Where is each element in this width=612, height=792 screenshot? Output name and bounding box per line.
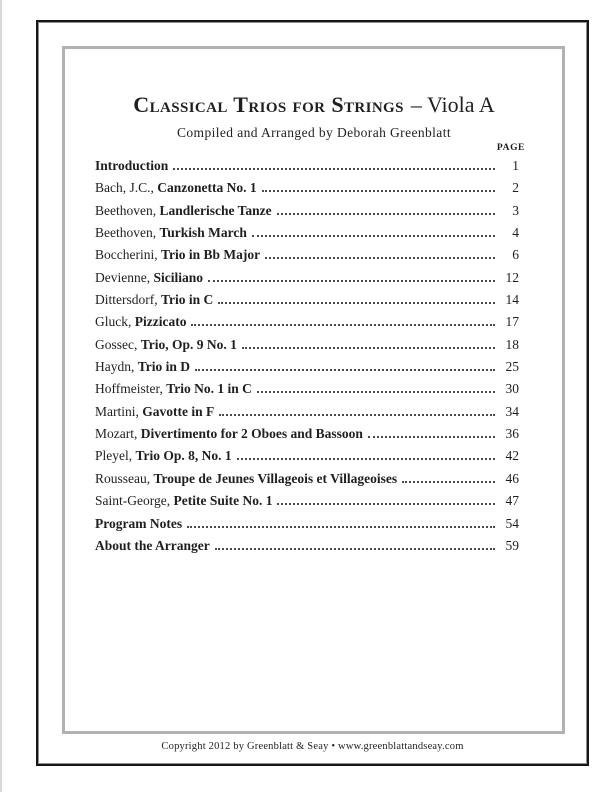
toc-entry-page-number: 59: [505, 537, 519, 553]
toc-entry: [95, 200, 519, 222]
toc-entry: [95, 535, 519, 557]
toc-entry-composer: Hoffmeister,: [95, 381, 167, 397]
toc-entry: [95, 356, 519, 378]
toc-entry-piece: Trio Op. 8, No. 1: [135, 448, 232, 464]
toc-entry-text: [95, 222, 247, 244]
toc-entry-piece: Troupe de Jeunes Villageois et Villageoises: [153, 470, 398, 486]
toc-leader-dots: [237, 458, 495, 460]
toc-leader-dots: [195, 369, 495, 371]
toc-entry-page-number: 12: [505, 269, 519, 285]
toc-entry-piece: Trio, Op. 9 No. 1: [140, 336, 237, 352]
toc-entry-text: [95, 468, 397, 490]
toc-entry-piece: Trio in Bb Major: [160, 247, 261, 263]
toc-entry-page-number: 1: [512, 158, 519, 173]
toc-leader-dots: [257, 391, 495, 393]
toc-entry-text: [95, 423, 363, 445]
toc-entry-composer: Rousseau,: [95, 470, 154, 486]
toc-entry: [95, 401, 519, 423]
toc-entry-piece: About the Arranger: [95, 537, 210, 553]
toc-entry-composer: Dittersdorf,: [95, 292, 161, 308]
toc-entry-page-number: 30: [505, 381, 519, 397]
toc-entry-text: [95, 378, 252, 400]
toc-entry-composer: Gluck,: [95, 314, 135, 330]
toc-leader-dots: [191, 324, 495, 326]
toc-entry-text: [95, 401, 214, 423]
toc-entry-page-number: 34: [505, 403, 519, 419]
toc-entry-piece: Introduction: [95, 158, 169, 173]
toc-leader-dots: [215, 548, 495, 550]
toc-entry-text: [95, 200, 272, 222]
toc-entry: [95, 468, 519, 490]
toc-entry-piece: Divertimento for 2 Oboes and Bassoon: [140, 426, 363, 442]
toc-leader-dots: [219, 414, 495, 416]
toc-entry: [95, 513, 519, 535]
toc-entry-text: [95, 356, 190, 378]
subtitle: Compiled and Arranged by Deborah Greenblatt: [177, 125, 451, 140]
toc-entry-piece: Turkish March: [159, 225, 247, 241]
toc-entry-page-number: 46: [505, 470, 519, 486]
toc-entry-composer: Mozart,: [95, 426, 141, 442]
page-title-suffix: – Viola A: [410, 92, 495, 117]
toc-entry-composer: Devienne,: [95, 269, 154, 285]
toc-entry: [95, 490, 519, 512]
page-column-header: PAGE: [496, 143, 525, 153]
toc-entry-text: [95, 289, 213, 311]
toc-entry: [95, 423, 519, 445]
toc-entry-composer: Beethoven,: [95, 202, 160, 218]
toc-entry-piece: Trio No. 1 in C: [166, 381, 252, 397]
footer-copyright: Copyright 2012 by Greenblatt & Seay • www.greenblattandseay.com: [161, 741, 464, 752]
toc-leader-dots: [265, 257, 495, 259]
toc-entry-piece: Gavotte in F: [142, 403, 215, 419]
toc-entry-piece: Trio in C: [160, 292, 214, 308]
toc-entry: [95, 378, 519, 400]
toc-entry-text: [95, 155, 168, 177]
toc-entry-text: [95, 445, 232, 467]
toc-entry-page-number: 54: [505, 515, 519, 531]
toc-leader-dots: [252, 235, 495, 237]
toc-entry-piece: Petite Suite No. 1: [173, 493, 273, 509]
toc-entry-page-number: 18: [505, 336, 519, 352]
toc-entry-piece: Landlerische Tanze: [159, 202, 272, 218]
toc-entry-text: [95, 267, 203, 289]
toc-entry-piece: Program Notes: [95, 515, 183, 531]
toc-entry-piece: Trio in D: [137, 359, 191, 375]
toc-entry-page-number: 6: [512, 247, 519, 263]
toc-entry: [95, 155, 519, 177]
toc-entry-composer: Beethoven,: [95, 225, 160, 241]
toc-entry-piece: Canzonetta No. 1: [157, 180, 257, 196]
toc-entry-text: [95, 513, 182, 535]
toc-entry-composer: Gossec,: [95, 336, 141, 352]
toc-entry: [95, 177, 519, 199]
toc-entry-composer: Haydn,: [95, 359, 138, 375]
toc-entry-text: [95, 311, 186, 333]
toc-entry-page-number: 14: [505, 292, 519, 308]
toc-entry-text: [95, 334, 237, 356]
toc-entry-page-number: 25: [505, 359, 519, 375]
toc-entry: [95, 445, 519, 467]
toc-entry-page-number: 36: [505, 426, 519, 442]
toc-entry-page-number: 42: [505, 448, 519, 464]
table-of-contents: [95, 143, 525, 557]
toc-entry-text: [95, 177, 257, 199]
toc-entry-composer: Bach, J.C.,: [95, 180, 158, 196]
scan-edge-artifact: [0, 0, 2, 792]
toc-entry: [95, 334, 519, 356]
toc-entry-page-number: 47: [505, 493, 519, 509]
toc-entry-composer: Pleyel,: [95, 448, 136, 464]
toc-entry-piece: Siciliano: [153, 269, 203, 285]
toc-entry-text: [95, 490, 272, 512]
toc-leader-dots: [173, 168, 495, 170]
toc-entry-text: [95, 244, 260, 266]
toc-entry-composer: Martini,: [95, 403, 143, 419]
toc-leader-dots: [187, 526, 495, 528]
page-title-main: Classical Trios for Strings: [133, 92, 404, 117]
toc-entry-page-number: 4: [512, 225, 519, 241]
toc-leader-dots: [402, 481, 495, 483]
toc-leader-dots: [218, 302, 495, 304]
toc-entry-composer: Saint-George,: [95, 493, 174, 509]
toc-entry: [95, 289, 519, 311]
toc-leader-dots: [368, 436, 495, 438]
toc-entry: [95, 222, 519, 244]
toc-entry-page-number: 17: [505, 314, 519, 330]
toc-entry-piece: Pizzicato: [134, 314, 187, 330]
toc-leader-dots: [242, 347, 495, 349]
toc-leader-dots: [262, 190, 495, 192]
toc-entry-page-number: 2: [512, 180, 519, 196]
toc-leader-dots: [277, 503, 495, 505]
toc-entry: [95, 311, 519, 333]
toc-entry: [95, 244, 519, 266]
toc-entry-text: [95, 535, 210, 557]
toc-entry-composer: Boccherini,: [95, 247, 161, 263]
toc-leader-dots: [277, 213, 495, 215]
page-title: [66, 93, 562, 117]
toc-entry-page-number: 3: [512, 202, 519, 218]
toc-entry: [95, 267, 519, 289]
toc-leader-dots: [208, 280, 495, 282]
